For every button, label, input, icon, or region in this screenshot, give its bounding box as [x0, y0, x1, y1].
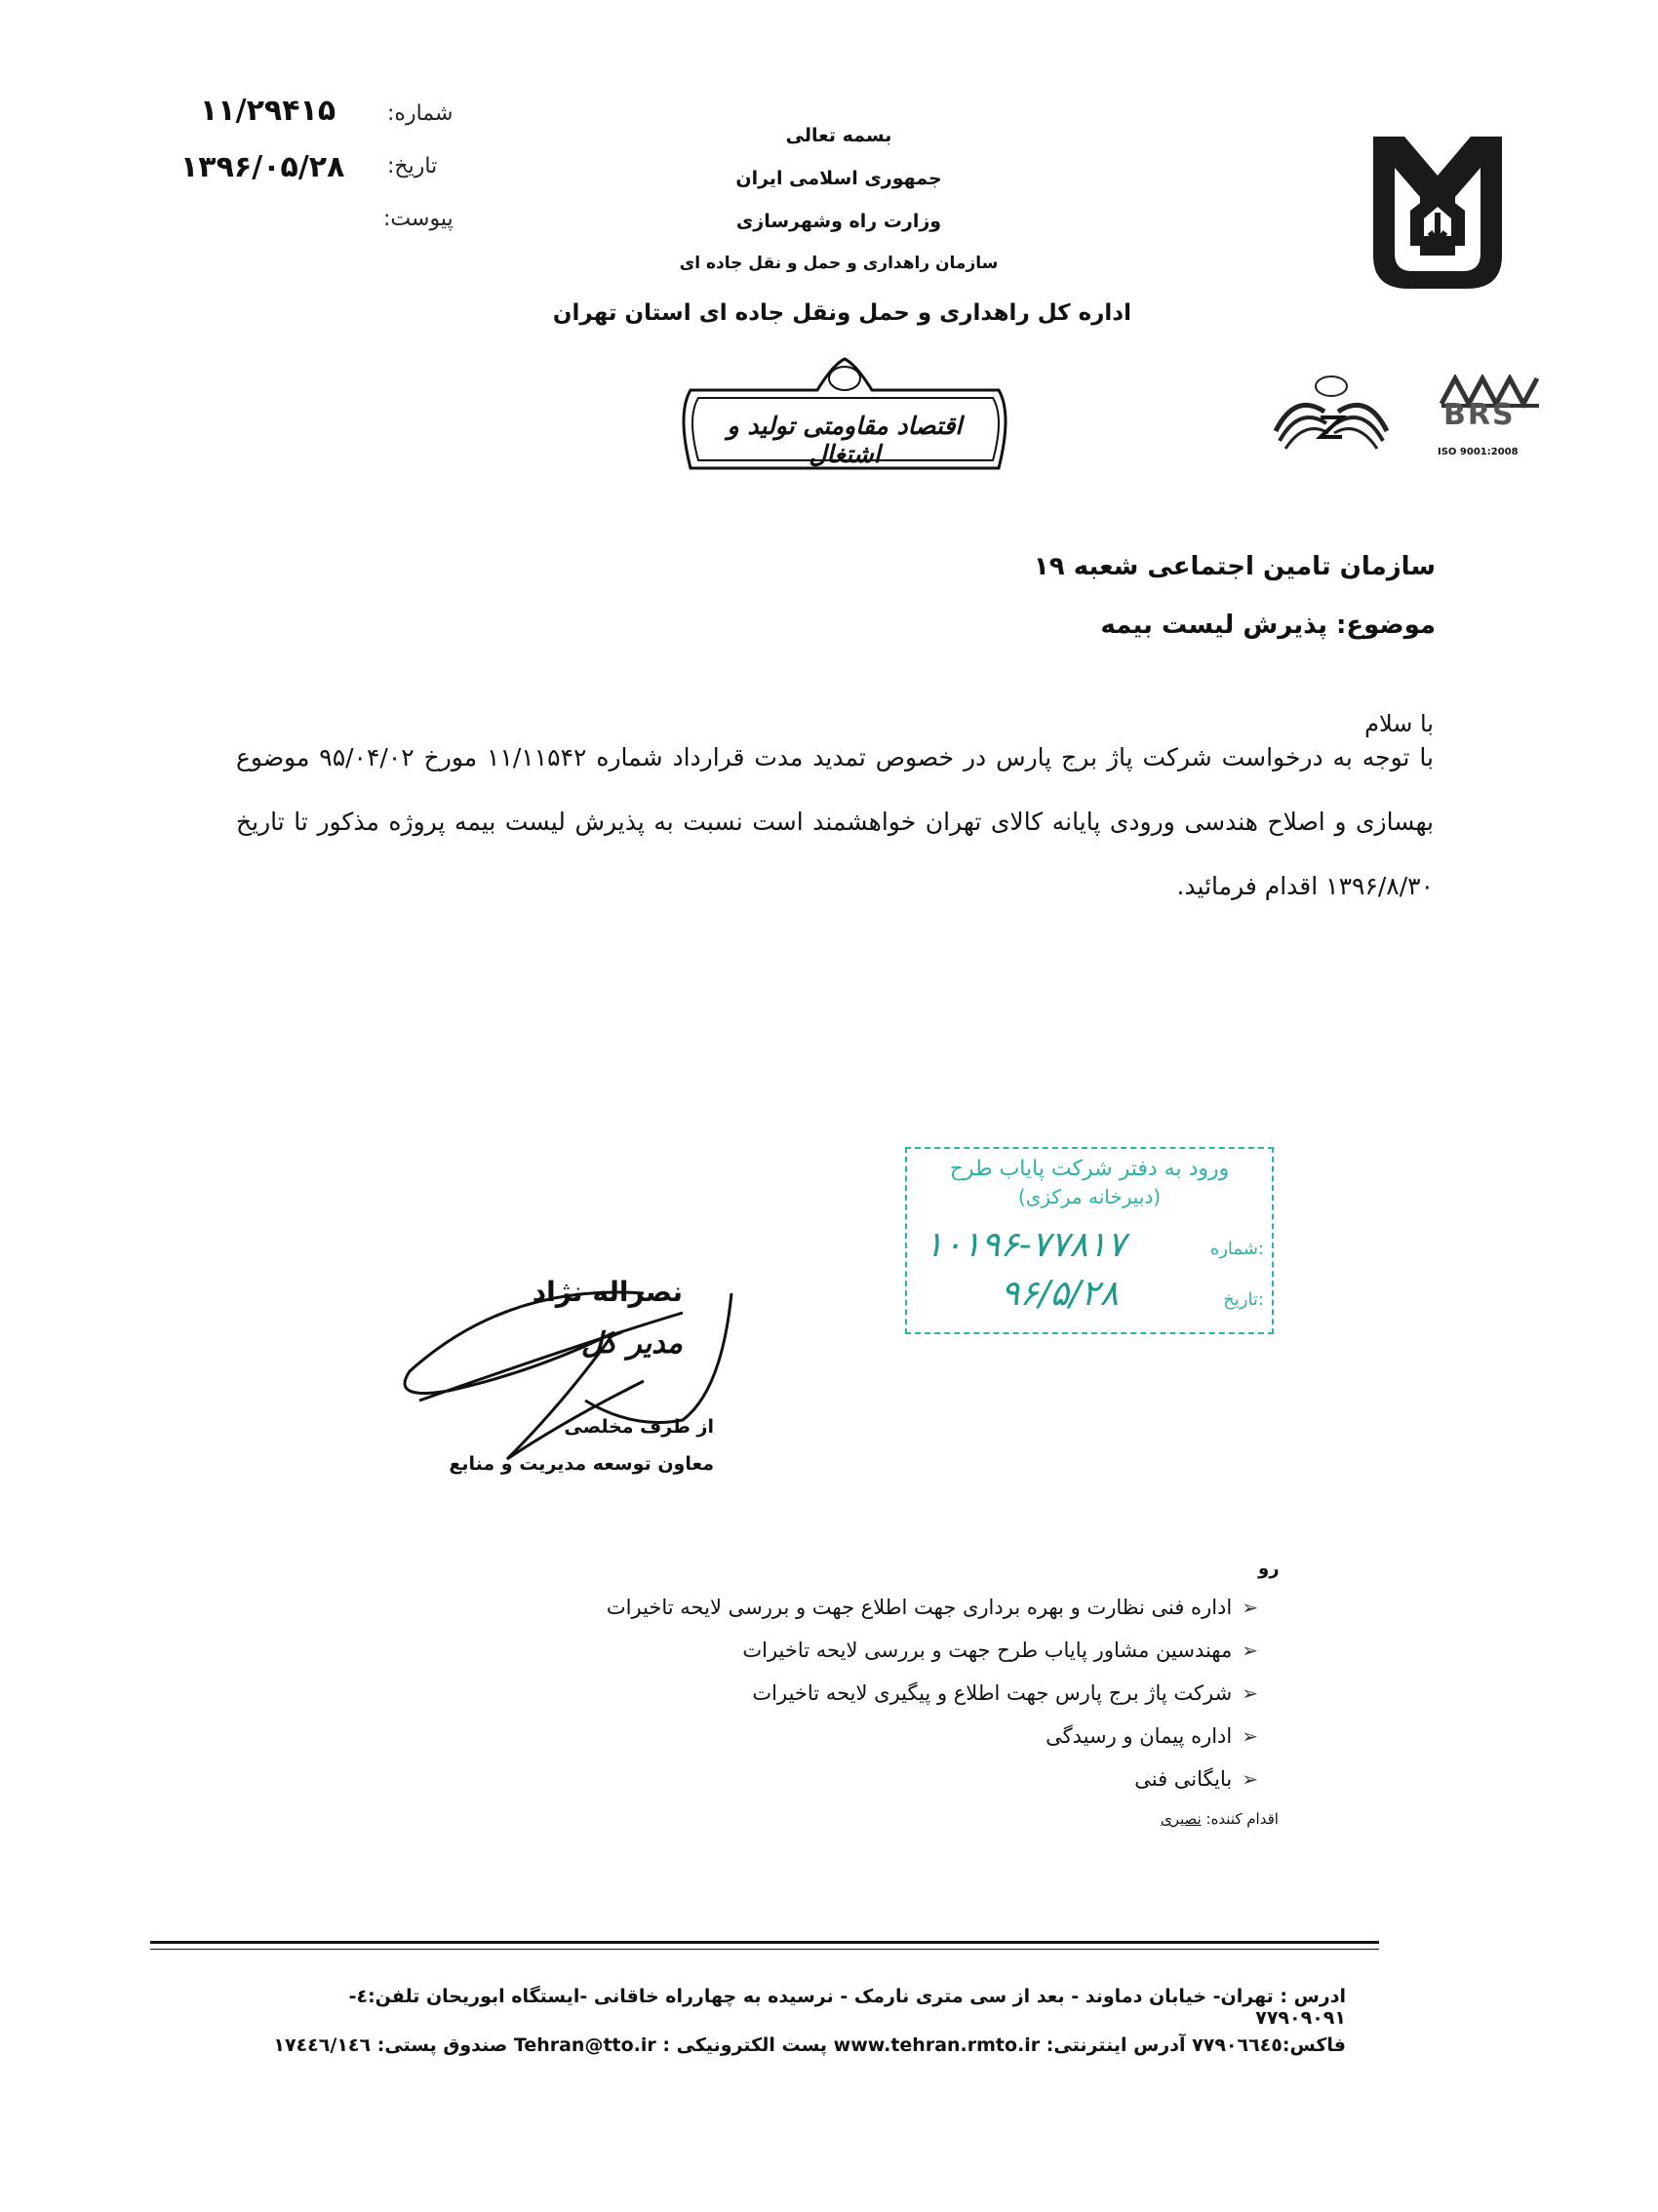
stamp-number-label: شماره: — [1209, 1239, 1264, 1259]
check-arrow-icon: ➢ — [1242, 1724, 1258, 1748]
letter-meta — [171, 94, 463, 240]
slogan-text: اقتصاد مقاومتی تولید و اشتغال — [727, 412, 963, 468]
rmto-logo — [1365, 129, 1510, 296]
footer-contact — [254, 2034, 1346, 2056]
stamp-subtitle: (دبیرخانه مرکزی) — [1017, 1185, 1162, 1208]
reception-stamp — [905, 1147, 1274, 1334]
check-arrow-icon: ➢ — [1242, 1767, 1258, 1791]
footer-address — [254, 1986, 1346, 2029]
footer-rule-top — [150, 1941, 1379, 1944]
list-item: ➢ بایگانی فنی — [1134, 1767, 1258, 1791]
brs-label: BRS — [1443, 398, 1516, 432]
check-arrow-icon: ➢ — [1242, 1639, 1258, 1662]
date-value: ۱۳۹۶/۰۵/۲۸ — [180, 150, 345, 184]
recipient-block — [683, 552, 1436, 640]
date-label: تاریخ: — [387, 154, 438, 178]
stamp-date-value: ۹۶/۵/۲۸ — [1001, 1274, 1119, 1314]
header-line-5-wrap — [546, 300, 1131, 326]
check-arrow-icon: ➢ — [1242, 1596, 1258, 1619]
header-line-2: جمهوری اسلامی ایران — [735, 168, 942, 189]
cc-header: رو — [1258, 1559, 1280, 1579]
stamp-date-label: تاریخ: — [1223, 1289, 1264, 1310]
header-line-3: وزارت راه وشهرسازی — [735, 211, 942, 232]
subject-line: موضوع: پذیرش لیست بیمه — [1100, 611, 1436, 640]
list-item: ➢ مهندسین مشاور پایاب طرح جهت و بررسی لایحه تاخیرات — [742, 1639, 1258, 1662]
number-value: ۱۱/۲۹۴۱۵ — [200, 94, 336, 128]
cc-list — [546, 1586, 1258, 1800]
action-by — [1161, 1810, 1279, 1828]
header-line-1: بسمه تعالی — [785, 125, 892, 146]
footer-rule-bottom — [150, 1949, 1379, 1950]
list-item: ➢ شرکت پاژ برج پارس جهت اطلاع و پیگیری لایحه تاخیرات — [752, 1681, 1258, 1705]
header-line-5: اداره کل راهداری و حمل ونقل جاده ای استان تهران — [552, 300, 1131, 326]
signer-title: مدیر کل — [580, 1326, 683, 1361]
stamp-number-value: ۱۰۱۹۶-۷۷۸۱۷ — [925, 1225, 1126, 1265]
attachment-label: پیوست: — [383, 207, 454, 231]
action-value: نصیری — [1161, 1810, 1202, 1828]
stamp-title: ورود به دفتر شرکت پایاب طرح — [949, 1157, 1230, 1181]
list-item: ➢ اداره فنی نظارت و بهره برداری جهت اطلاع جهت و بررسی لایحه تاخیرات — [606, 1596, 1258, 1619]
contact-line: فاکس:۷۷۹۰٦٦٤٥ آدرس اینترنتی: www.tehran.rmto.ir پست الکترونیکی : Tehran@tto.ir صندوق پستی: ۱۷٤٤٦/۱٤٦ — [273, 2034, 1346, 2056]
recipient: سازمان تامین اجتماعی شعبه ۱۹ — [1033, 552, 1436, 581]
letter-body: با توجه به درخواست شرکت پاژ برج پارس در خصوص تمدید مدت قرارداد شماره ۱۱/۱۱۵۴۲ مورخ ۹۵/۰۴/۰۲ موضوع بهسازی و اصلاح هندسی ورودی پایانه کالای تهران خواهشمند است نسبت به پذیرش لیست بیمه پروژه مذکور تا تاریخ ۱۳۹۶/۸/۳۰ اقدام فرمائید. — [236, 743, 1434, 900]
address-line: ادرس : تهران- خیابان دماوند - بعد از سی متری نارمک - نرسیده به چهارراه خاقانی -ایستگاه ابوریحان تلفن:٤- ۷۷۹۰۹۰۹۱ — [348, 1986, 1346, 2029]
deputy-block — [429, 1416, 714, 1475]
signer-name: نصراله نژاد — [532, 1276, 683, 1308]
brs-logo — [1436, 375, 1545, 462]
on-behalf: از طرف مخلصی — [564, 1416, 714, 1438]
iso-label: ISO 9001:2008 — [1438, 447, 1519, 457]
slogan-cartouche — [671, 351, 1018, 476]
header-line-4: سازمان راهداری و حمل و نقل جاده ای — [679, 254, 999, 273]
number-label: شماره: — [387, 101, 454, 126]
check-arrow-icon: ➢ — [1242, 1681, 1258, 1705]
greeting: با سلام — [1364, 710, 1434, 737]
deputy-title: معاون توسعه مدیریت و منابع — [449, 1453, 714, 1475]
list-item: ➢ اداره پیمان و رسیدگی — [1046, 1724, 1258, 1748]
letterhead — [546, 125, 1131, 296]
action-label: اقدام کننده: — [1205, 1810, 1279, 1828]
iso-emblem-icon — [1266, 373, 1397, 454]
signature-block — [488, 1276, 683, 1361]
